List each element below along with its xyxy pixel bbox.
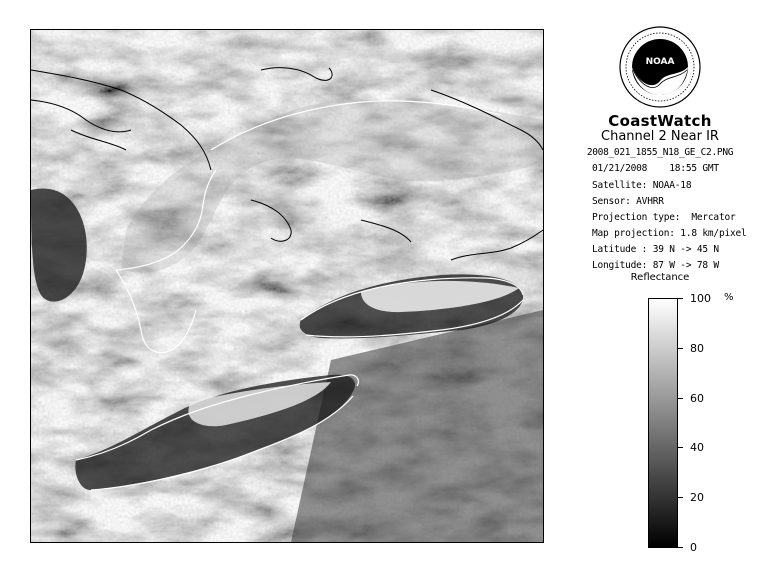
reflectance-colorbar — [648, 298, 678, 548]
legend-tick-mark — [678, 497, 683, 498]
legend-tick-label: 80 — [690, 342, 704, 355]
sensor-line: Sensor: AVHRR — [592, 196, 664, 207]
legend-tick-mark — [678, 348, 683, 349]
satellite-image — [31, 30, 543, 542]
satellite-map[interactable] — [30, 29, 544, 543]
legend-unit: % — [724, 292, 734, 303]
file-name: 2008_021_1855_N18_GE_C2.PNG — [586, 147, 734, 158]
date-value: 01/21/2008 — [592, 163, 648, 174]
date-time-line — [592, 163, 719, 174]
legend-tick-label: 20 — [690, 491, 704, 504]
legend-tick-mark — [678, 298, 683, 299]
noaa-logo-text: NOAA — [645, 57, 675, 67]
satellite-line: Satellite: NOAA-18 — [592, 180, 692, 191]
legend-tick-mark — [678, 447, 683, 448]
legend-title: Reflectance — [630, 272, 690, 283]
latitude-line: Latitude : 39 N -> 45 N — [592, 244, 719, 255]
legend-tick-label: 100 — [690, 292, 711, 305]
legend-tick-mark — [678, 547, 683, 548]
product-name: Channel 2 Near IR — [601, 129, 719, 144]
legend-tick-label: 40 — [690, 441, 704, 454]
noaa-seal-icon — [619, 26, 701, 108]
legend-tick-mark — [678, 398, 683, 399]
legend-tick-label: 60 — [690, 392, 704, 405]
map-projection-line: Map projection: 1.8 km/pixel — [592, 228, 747, 239]
brand-title: CoastWatch — [608, 112, 712, 130]
longitude-line: Longitude: 87 W -> 78 W — [592, 260, 719, 271]
legend-tick-label: 0 — [690, 541, 697, 554]
projection-type-line: Projection type: Mercator — [592, 212, 736, 223]
time-value: 18:55 GMT — [669, 163, 719, 174]
